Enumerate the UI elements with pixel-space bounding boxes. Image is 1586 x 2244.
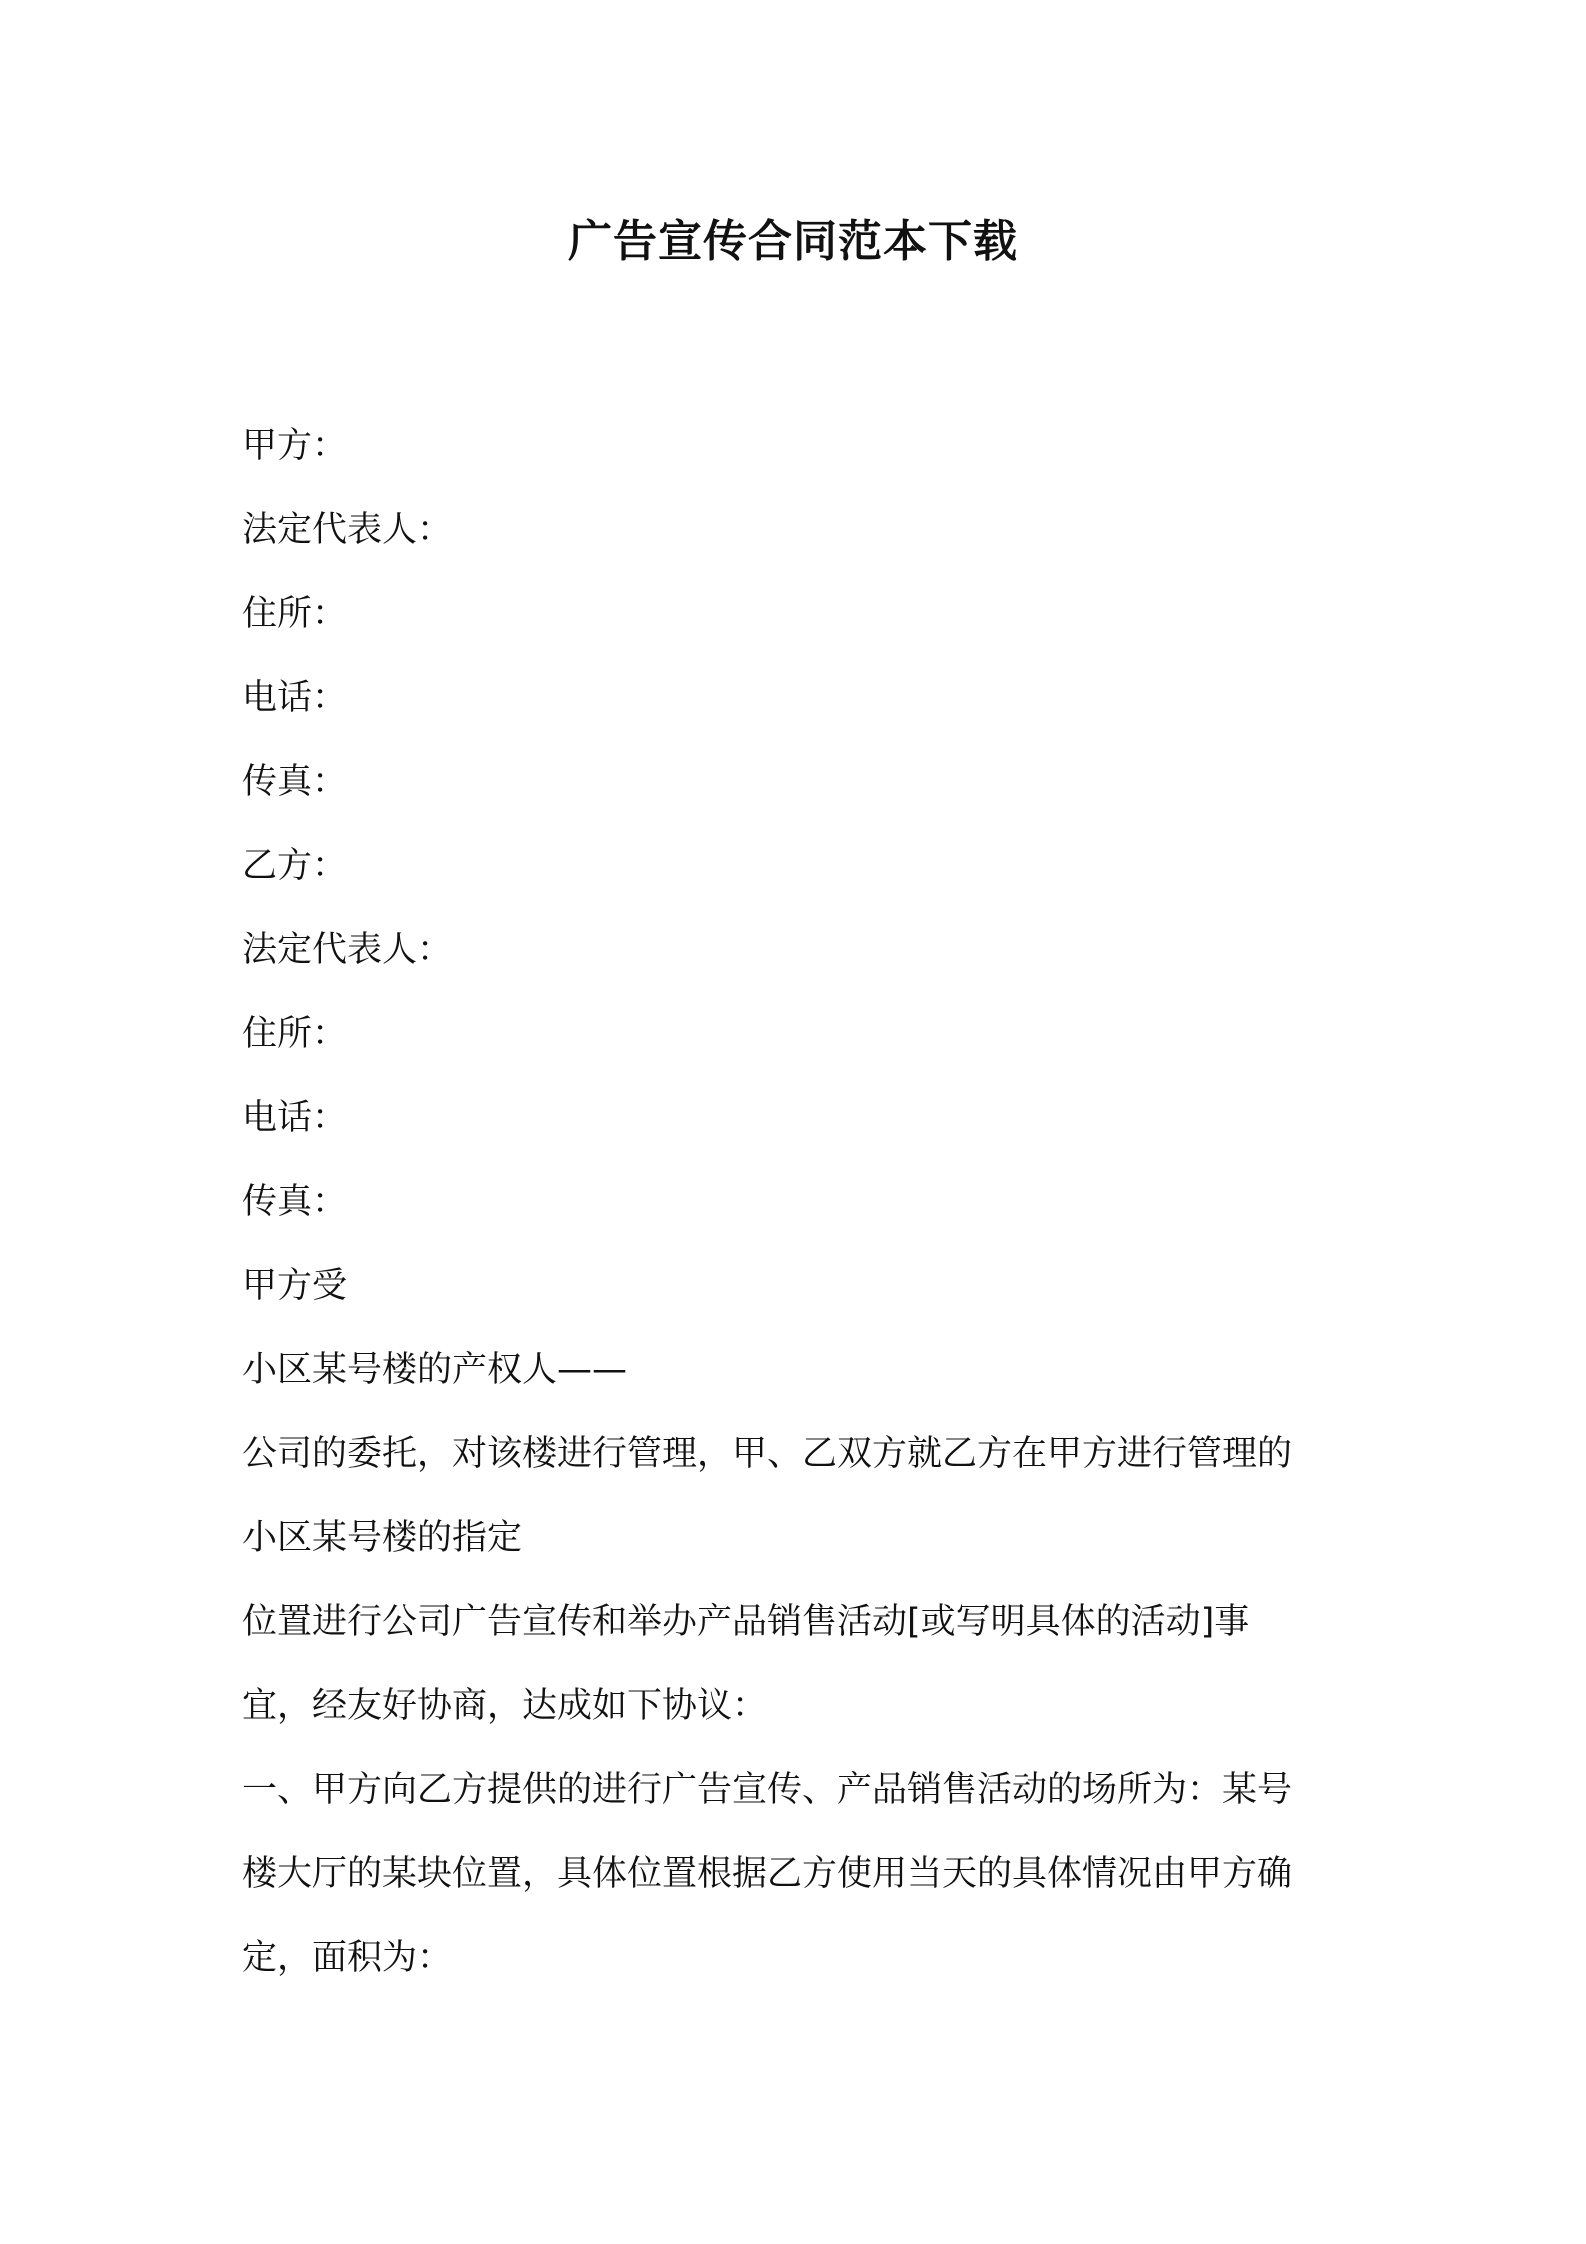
party-a-fax-label: 传真： xyxy=(242,762,348,802)
party-b-label: 乙方： xyxy=(242,846,348,886)
body-text-line: 小区某号楼的指定 xyxy=(242,1518,523,1558)
clause-one-line: 一、甲方向乙方提供的进行广告宣传、产品销售活动的场所为：某号 xyxy=(242,1770,1293,1810)
clause-one-line: 定，面积为： xyxy=(242,1938,453,1978)
party-a-legal-rep-label: 法定代表人： xyxy=(242,510,453,550)
party-b-address-label: 住所： xyxy=(242,1014,348,1054)
party-b-phone-label: 电话： xyxy=(242,1098,348,1138)
body-text-line: 位置进行公司广告宣传和举办产品销售活动[或写明具体的活动]事 xyxy=(242,1602,1250,1642)
body-text-line: 甲方受 xyxy=(242,1266,348,1306)
party-a-phone-label: 电话： xyxy=(242,678,348,718)
document-body xyxy=(242,404,1362,2000)
body-text-line: 公司的委托，对该楼进行管理，甲、乙双方就乙方在甲方进行管理的 xyxy=(242,1434,1293,1474)
party-a-label: 甲方： xyxy=(242,426,348,466)
party-b-fax-label: 传真： xyxy=(242,1182,348,1222)
clause-one-line: 楼大厅的某块位置，具体位置根据乙方使用当天的具体情况由甲方确 xyxy=(242,1854,1293,1894)
document-title: 广告宣传合同范本下载 xyxy=(568,216,1018,267)
body-text-line: 小区某号楼的产权人—— xyxy=(242,1350,628,1390)
body-text-line: 宜，经友好协商，达成如下协议： xyxy=(242,1686,768,1726)
party-a-address-label: 住所： xyxy=(242,594,348,634)
party-b-legal-rep-label: 法定代表人： xyxy=(242,930,453,970)
